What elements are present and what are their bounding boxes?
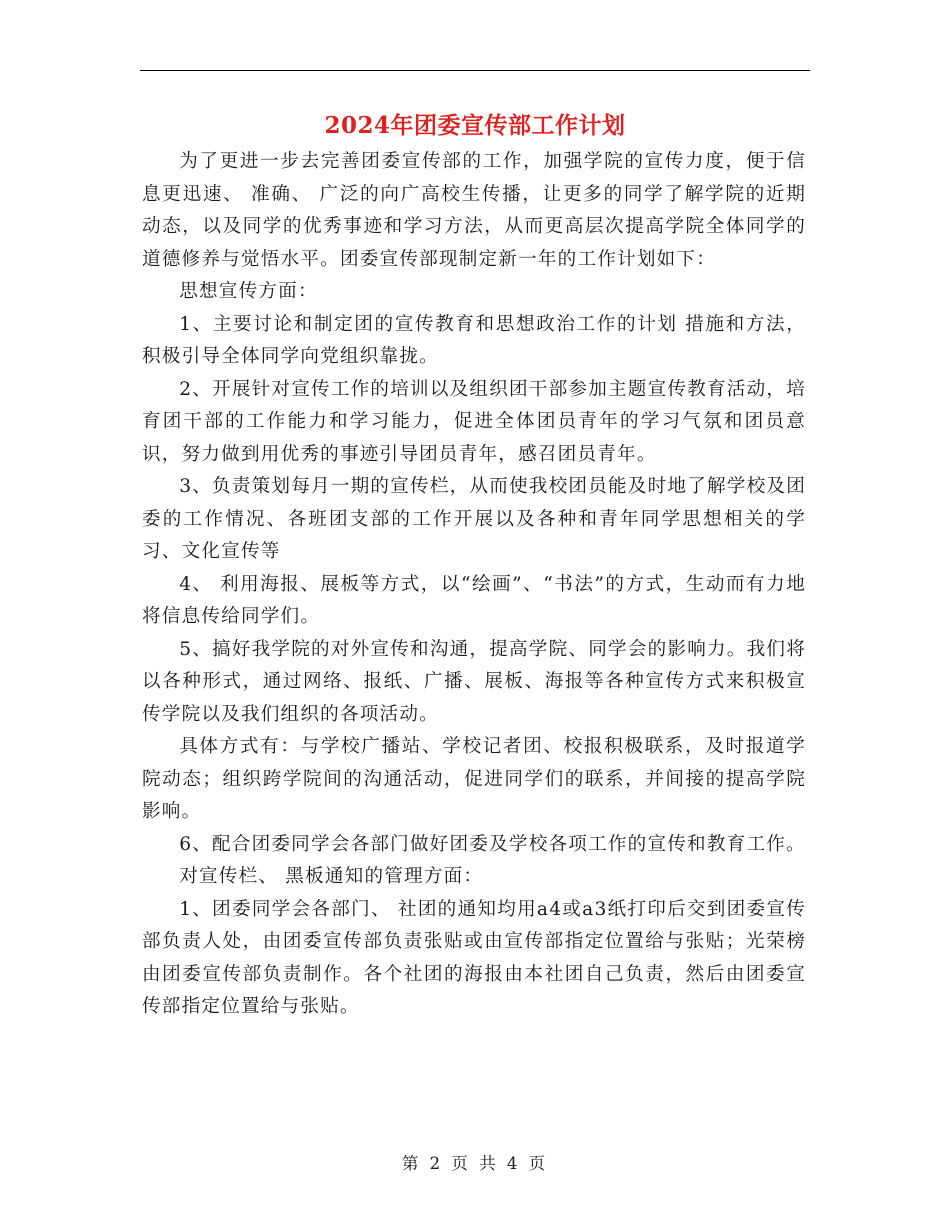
document-body bbox=[142, 146, 806, 1024]
paragraph: 具体方式有：与学校广播站、学校记者团、校报积极联系，及时报道学院动态；组织跨学院间的沟通活动，促进同学们的联系，并间接的提高学院影响。 bbox=[142, 736, 806, 822]
document-title: 2024年团委宣传部工作计划 bbox=[324, 112, 626, 139]
paragraph: 5、搞好我学院的对外宣传和沟通，提高学院、同学会的影响力。我们将以各种形式，通过网络、报纸、广播、展板、海报等各种宣传方式来积极宣传学院以及我们组织的各项活动。 bbox=[142, 638, 806, 725]
paragraph: 1、主要讨论和制定团的宣传教育和思想政治工作的计划 措施和方法，积极引导全体同学向党组织靠拢。 bbox=[142, 313, 806, 367]
header-rule bbox=[140, 70, 810, 71]
paragraph: 为了更进一步去完善团委宣传部的工作，加强学院的宣传力度，便于信息更迅速、 准确、 广泛的向广高校生传播，让更多的同学了解学院的近期动态，以及同学的优秀事迹和学习方法，从而更高层次提高学院全体同学的道德修养与觉悟水平。团委宣传部现制定新一年的工作计划如下： bbox=[142, 151, 806, 270]
paragraph: 3、负责策划每月一期的宣传栏，从而使我校团员能及时地了解学校及团委的工作情况、各班团支部的工作开展以及各种和青年同学思想相关的学习、文化宣传等 bbox=[142, 476, 806, 562]
page-footer: 第 2 页 共 4 页 bbox=[401, 1154, 549, 1173]
paragraph: 1、团委同学会各部门、 社团的通知均用a4或a3纸打印后交到团委宣传部负责人处，由团委宣传部负责张贴或由宣传部指定位置给与张贴；光荣榜由团委宣传部负责制作。各个社团的海报由本社团自己负责，然后由团委宣传部指定位置给与张贴。 bbox=[142, 898, 806, 1017]
paragraph: 4、 利用海报、展板等方式，以“绘画”、“书法”的方式，生动而有力地将信息传给同学们。 bbox=[142, 573, 806, 627]
paragraph: 2、开展针对宣传工作的培训以及组织团干部参加主题宣传教育活动，培育团干部的工作能力和学习能力，促进全体团员青年的学习气氛和团员意识，努力做到用优秀的事迹引导团员青年，感召团员青年。 bbox=[142, 378, 806, 465]
paragraph: 对宣传栏、 黑板通知的管理方面： bbox=[179, 866, 484, 887]
paragraph: 思想宣传方面： bbox=[179, 281, 318, 302]
paragraph: 6、配合团委同学会各部门做好团委及学校各项工作的宣传和教育工作。 bbox=[179, 833, 806, 855]
